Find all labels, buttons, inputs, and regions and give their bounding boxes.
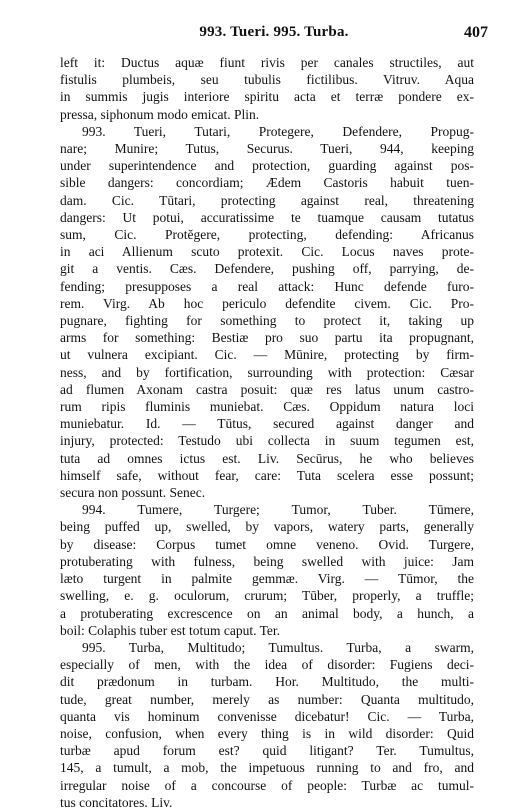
text-line: injury, protected: Testudo ubi collecta in suum tegumen est, — [60, 433, 474, 449]
text-line: pressa, siphonum modo emicat. Plin. — [60, 106, 260, 122]
text-line: tude, great number, merely as number: Quanta multitudo, — [60, 691, 474, 707]
text-line: dangers: Ut potui, accuratissime te tuamque causam tutatus — [60, 209, 474, 225]
text-line: quanta vis hominum convenisse dicebatur! Cic. — Turba, — [60, 708, 474, 724]
text-line: 995. Turba, Multitudo; Tumultus. Turba, a swarm, — [82, 639, 474, 655]
text-line: ut vulnera excipiant. Cic. — Mūnire, protecting by firm- — [60, 347, 474, 363]
text-line: læto turgent in palmite gemmæ. Virg. — Tūmor, the — [60, 571, 474, 587]
text-line: in summis jugis interiore spiritu acta et terræ pondere ex- — [60, 89, 474, 105]
text-line: tuta ad omnes ictus est. Liv. Secūrus, he who believes — [60, 450, 474, 466]
text-line: left it: Ductus aquæ fiunt rivis per canales structiles, aut — [60, 55, 474, 70]
text-line: secura non possunt. Senec. — [60, 485, 206, 501]
text-line: a protuberating excrescence on an animal body, a hunch, a — [60, 605, 474, 621]
text-line: nare; Munire; Tutus, Securus. Tueri, 944, keeping — [60, 141, 474, 157]
text-line: arms for something: Bestiæ pro suo partu ita propugnant, — [60, 330, 474, 346]
page-body — [60, 54, 474, 811]
text-line: himself safe, without fear, care: Tuta scelera esse possunt; — [60, 467, 474, 483]
text-line: git a ventis. Cæs. Defendere, pushing off, parrying, de- — [60, 261, 474, 277]
text-line: swelling, e. g. oculorum, crurum; Tūber, properly, a truffle; — [60, 588, 474, 604]
text-line: pugnare, fighting for something to protect it, taking up — [60, 313, 474, 329]
text-line: muniebatur. Id. — Tūtus, secured against danger and — [60, 416, 474, 432]
text-line: ad flumen Axonam castra posuit: quæ res latus unum castro- — [60, 381, 474, 397]
text-line: fistulis plumbeis, seu tubulis fictilibus. Vitruv. Aqua — [60, 72, 474, 88]
text-line: irregular noise of a concourse of people: Turbæ ac tumul- — [60, 777, 474, 793]
text-line: especially of men, with the idea of disorder: Fugiens deci- — [60, 657, 474, 673]
text-line: rem. Virg. Ab hoc periculo defendite civem. Cic. Pro- — [60, 295, 474, 311]
text-line: by disease: Corpus tumet omne veneno. Ovid. Turgere, — [60, 536, 474, 552]
text-line: turbæ apud forum est? quid litigant? Ter. Tumultus, — [60, 743, 474, 759]
text-line: rum ripis fluminis muniebat. Cæs. Oppidum natura loci — [60, 399, 474, 415]
text-line: being puffed up, swelled, by vapors, watery parts, generally — [60, 519, 474, 535]
entry-995 — [60, 639, 474, 811]
text-line: ness, and by fortification, surrounding with protection: Cæsar — [60, 364, 474, 380]
text-line: boil: Colaphis tuber est totum caput. Ter. — [60, 622, 281, 638]
text-line: sum, Cic. Protĕgere, protecting, defending: Africanus — [60, 227, 474, 243]
page-header — [60, 24, 488, 46]
text-line: 145, a tumult, a mob, the impetuous running to and fro, and — [60, 760, 474, 776]
page-number: 407 — [464, 24, 488, 41]
text-line: 993. Tueri, Tutari, Protegere, Defendere, Propug- — [82, 123, 474, 139]
text-line: noise, confusion, when every thing is in wild disorder: Quid — [60, 725, 474, 741]
text-line: tus concitatores. Liv. — [60, 794, 173, 810]
text-line: sible dangers: concordiam; Ædem Castoris habuit tuen- — [60, 175, 474, 191]
text-line: protuberating with fulness, being swelled with juice: Jam — [60, 553, 474, 569]
text-line: 994. Tumere, Turgere; Tumor, Tuber. Tūmere, — [82, 502, 474, 518]
running-head: 993. Tueri. 995. Turba. — [199, 24, 349, 40]
paragraph-continuation — [60, 54, 474, 123]
text-line: under superintendence and protection, guarding against pos- — [60, 158, 474, 174]
text-line: dam. Cic. Tūtari, protecting against real, threatening — [60, 192, 474, 208]
text-line: fending; presupposes a real attack: Hunc defende furo- — [60, 278, 474, 294]
text-line: dit prædonum in turbam. Hor. Multitudo, the multi- — [60, 674, 474, 690]
text-line: in aci Allienum scuto protexit. Cic. Locus naves prote- — [60, 244, 474, 260]
entry-993 — [60, 123, 474, 501]
entry-994 — [60, 501, 474, 639]
